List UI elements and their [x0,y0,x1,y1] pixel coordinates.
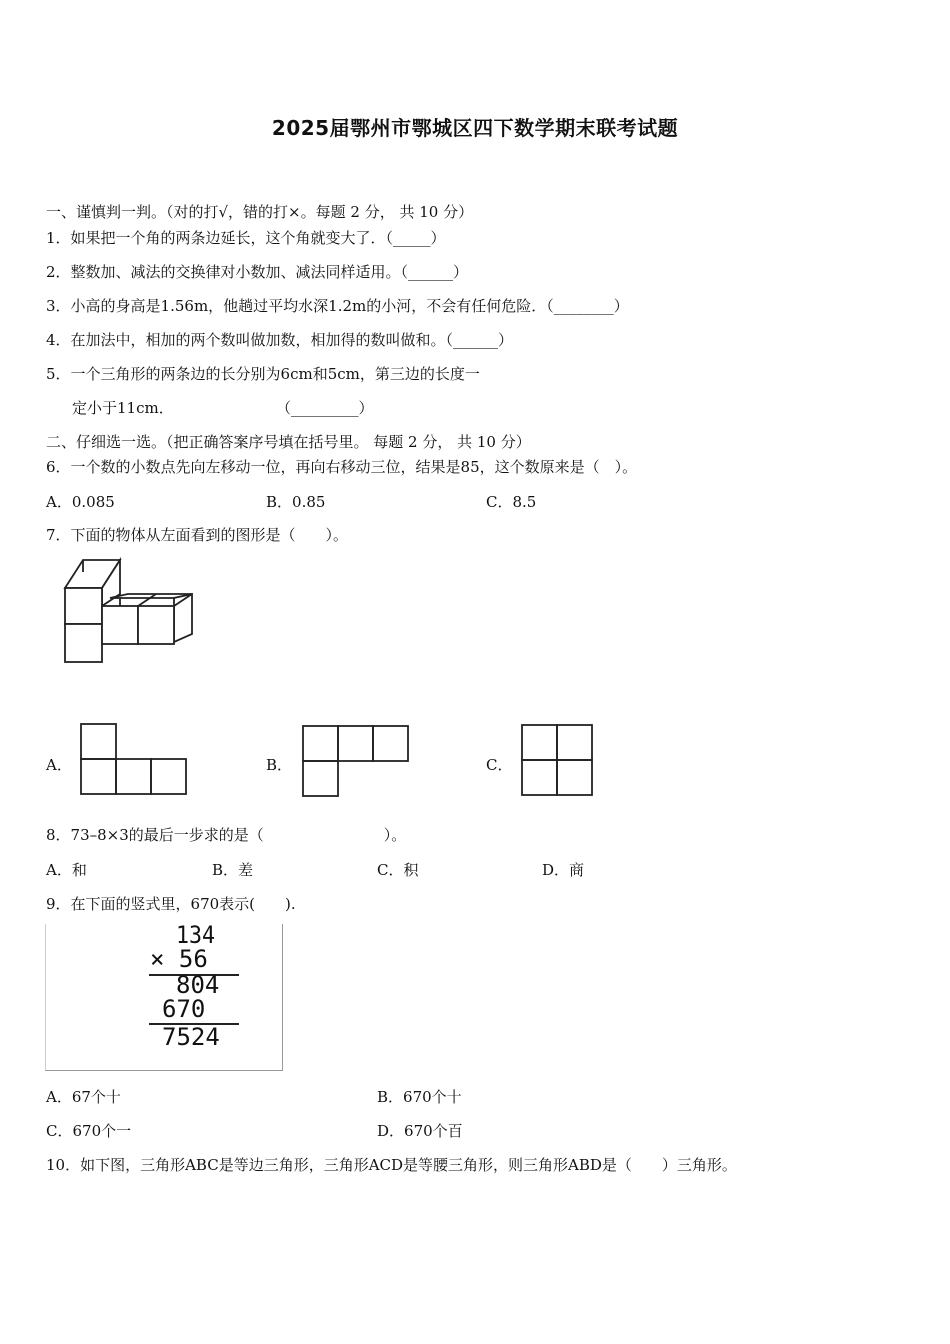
page-title: 2025届鄂州市鄂城区四下数学期末联考试题 [271,116,679,140]
question-2: 2．整数加、减法的交换律对小数加、减法同样适用。（______） [46,263,469,281]
section1-heading: 一、谨慎判一判。（对的打√，错的打×。每题 2 分， 共 10 分） [46,203,474,221]
calc-line-2: × 56 [150,945,208,973]
question-7: 7．下面的物体从左面看到的图形是（ ）。 [46,526,349,544]
question-3: 3．小高的身高是1.56m，他趟过平均水深1.2m的小河，不会有任何危险．（________） [46,297,629,315]
q6-option-c: C．8.5 [486,493,537,511]
q8-option-d: D．商 [542,861,585,879]
calc-line-5: 7524 [162,1023,220,1051]
q9-option-b: B．670个十 [377,1088,462,1106]
question-9: 9．在下面的竖式里，670表示( ). [46,895,296,913]
q9-vertical-calculation [45,921,283,1071]
question-5-line2: 定小于11cm． [72,399,174,417]
q6-option-a: A．0.085 [46,493,115,511]
question-8: 8．73–8×3的最后一步求的是（ ）。 [46,826,407,844]
q7-option-c-figure [521,724,595,798]
q8-option-c: C．积 [377,861,419,879]
q7-option-a-figure [80,722,190,798]
calc-line-1: 134 [176,921,216,949]
q8-option-a: A．和 [46,861,87,879]
question-5-blank: （_________） [276,399,374,417]
q7-option-b: B． [266,756,293,774]
q7-option-a: A． [46,756,72,774]
question-5-line1: 5．一个三角形的两条边的长分别为6cm和5cm，第三边的长度一 [46,365,480,383]
q9-option-d: D．670个百 [377,1122,463,1140]
q8-option-b: B．差 [212,861,254,879]
q7-cube-figure [60,556,200,668]
q7-option-c: C． [486,756,513,774]
calc-line-4: 670 [162,995,206,1023]
question-4: 4．在加法中，相加的两个数叫做加数，相加得的数叫做和。（______） [46,331,514,349]
question-10: 10．如下图，三角形ABC是等边三角形，三角形ACD是等腰三角形，则三角形ABD是（ ）三角形。 [46,1156,737,1174]
q9-option-c: C．670个一 [46,1122,132,1140]
q7-option-b-figure [302,724,412,800]
question-1: 1．如果把一个角的两条边延长，这个角就变大了．（_____） [46,229,446,247]
q6-option-b: B．0.85 [266,493,326,511]
question-6: 6．一个数的小数点先向左移动一位，再向右移动三位，结果是85，这个数原来是（ ）。 [46,458,638,476]
q9-option-a: A．67个十 [46,1088,121,1106]
section2-heading: 二、仔细选一选。（把正确答案序号填在括号里。 每题 2 分， 共 10 分） [46,433,531,451]
calc-line-3: 804 [176,971,220,999]
